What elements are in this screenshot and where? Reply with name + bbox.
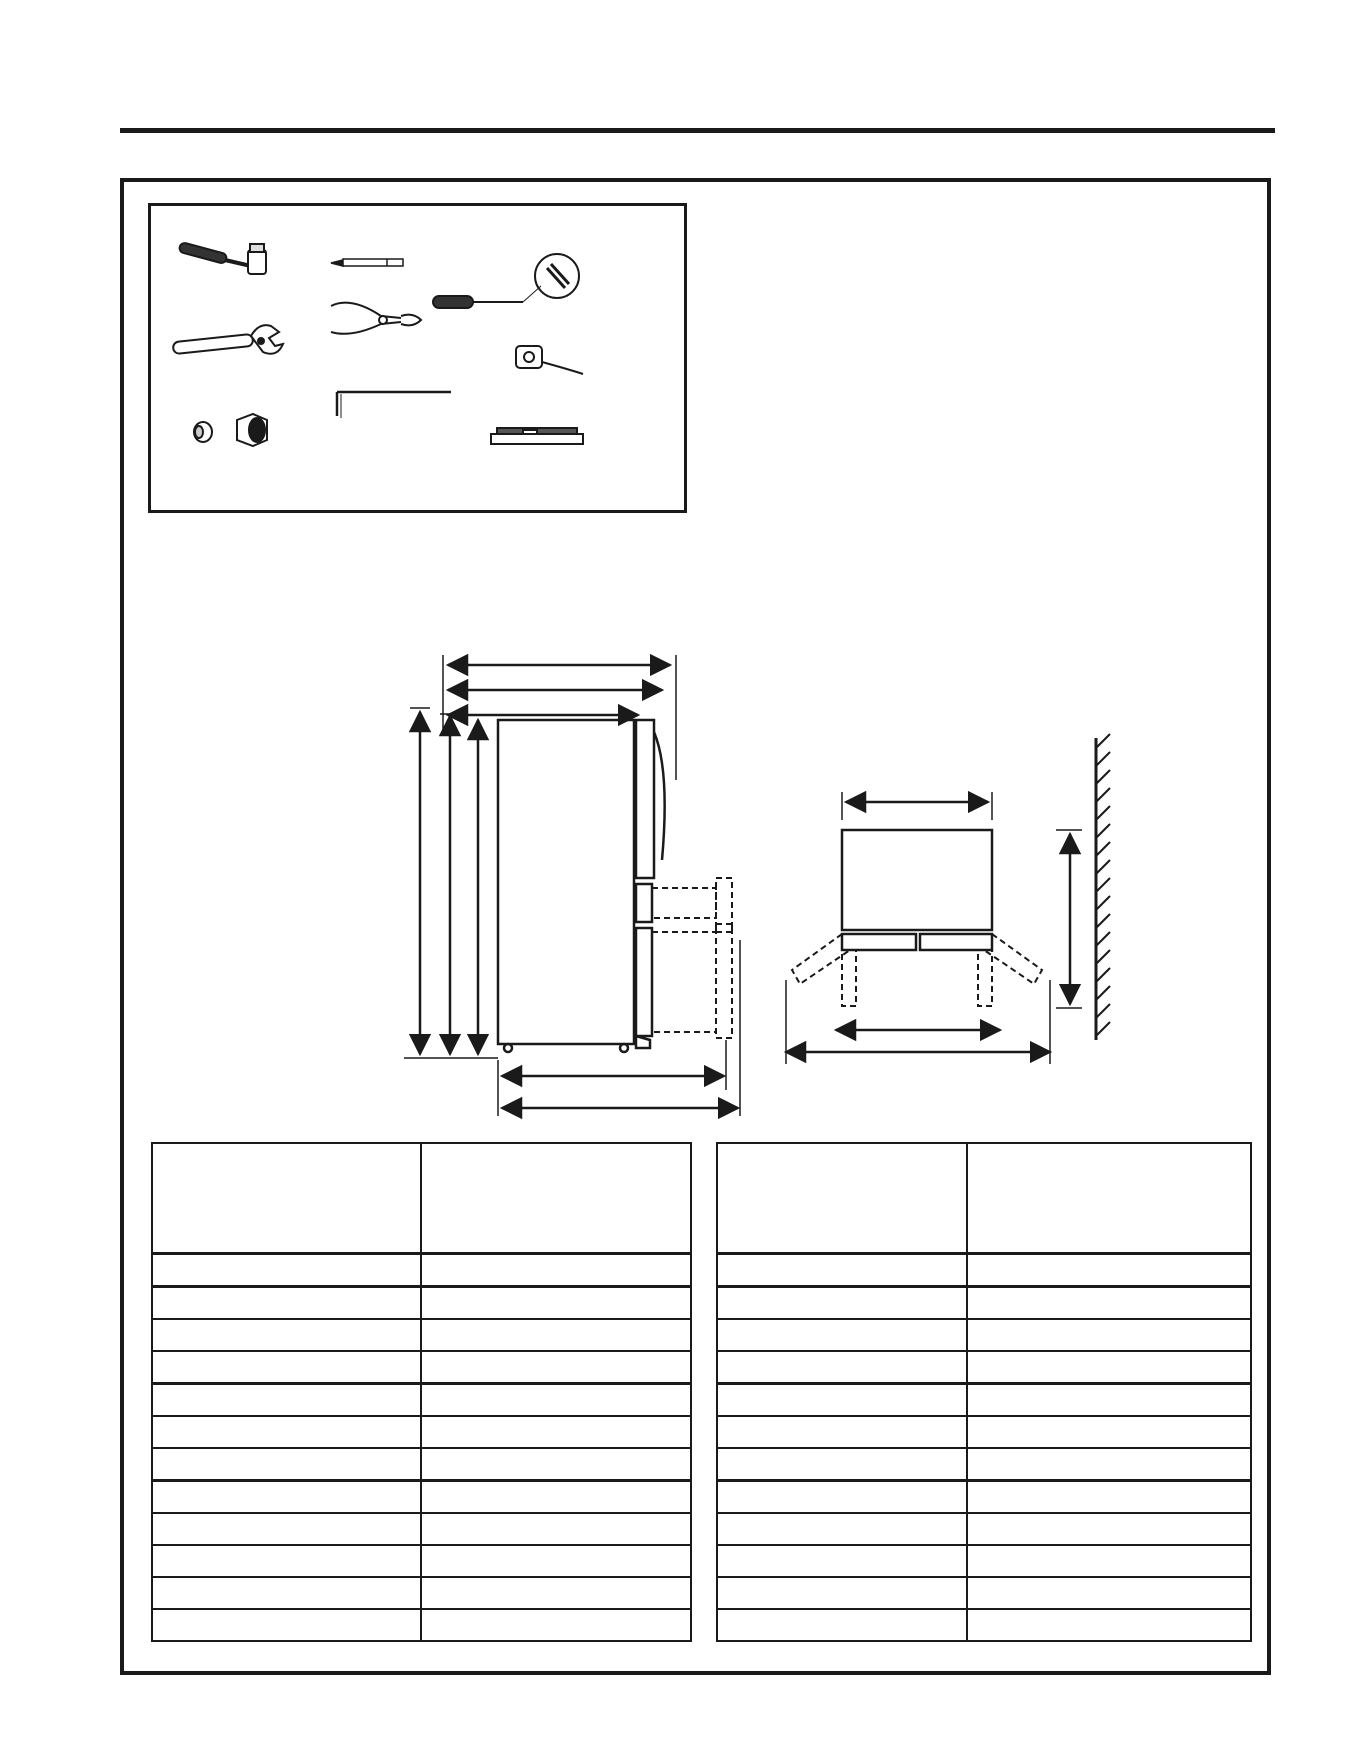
table-row (717, 1448, 1251, 1481)
table-row (717, 1545, 1251, 1577)
socket-wrench-icon (179, 242, 266, 274)
fridge-top-view-door-right (920, 934, 992, 950)
ferrule-icon (194, 422, 212, 442)
table-header-cell (717, 1143, 967, 1254)
fridge-side-body (498, 720, 634, 1044)
table-row (717, 1577, 1251, 1609)
table-row (152, 1254, 691, 1287)
fridge-middle-drawer (636, 884, 652, 922)
table-row (717, 1287, 1251, 1320)
table-header-cell (152, 1143, 421, 1254)
refrigerator-dimension-diagram (380, 620, 1140, 1120)
table-row (152, 1609, 691, 1641)
table-row (152, 1448, 691, 1481)
wall-hatching (1096, 734, 1110, 1036)
tools-needed-box (148, 203, 687, 513)
drawer-open-dashed (652, 878, 732, 1038)
header-rule (120, 128, 1275, 133)
table-row (152, 1384, 691, 1417)
pliers-icon (331, 303, 421, 334)
phillips-screwdriver-icon (433, 254, 579, 308)
table-row (152, 1481, 691, 1514)
table-row (717, 1416, 1251, 1448)
table-row (152, 1351, 691, 1384)
pencil-icon (331, 259, 403, 266)
table-row (152, 1416, 691, 1448)
table-row (717, 1319, 1251, 1351)
dimensions-table-left (151, 1142, 692, 1642)
table-row (717, 1351, 1251, 1384)
table-row (717, 1254, 1251, 1287)
adjustable-wrench-icon (173, 325, 283, 354)
table-row (152, 1577, 691, 1609)
fridge-upper-door (636, 720, 654, 878)
table-header-cell (967, 1143, 1251, 1254)
allen-wrench-icon (337, 392, 451, 418)
table-row (152, 1319, 691, 1351)
table-row (717, 1513, 1251, 1545)
table-row (717, 1384, 1251, 1417)
fridge-door-handle (654, 732, 665, 860)
table-header-cell (421, 1143, 691, 1254)
table-row (152, 1513, 691, 1545)
table-row (152, 1545, 691, 1577)
table-row (717, 1609, 1251, 1641)
fridge-top-view-body (842, 830, 992, 930)
fridge-lower-drawer (636, 928, 652, 1036)
compression-nut-icon (237, 414, 267, 446)
table-row (717, 1481, 1251, 1514)
fridge-top-view-door-left (842, 934, 916, 950)
level-icon (491, 428, 583, 444)
tape-measure-icon (516, 346, 583, 374)
table-row (152, 1287, 691, 1320)
dimensions-table-right (716, 1142, 1252, 1642)
